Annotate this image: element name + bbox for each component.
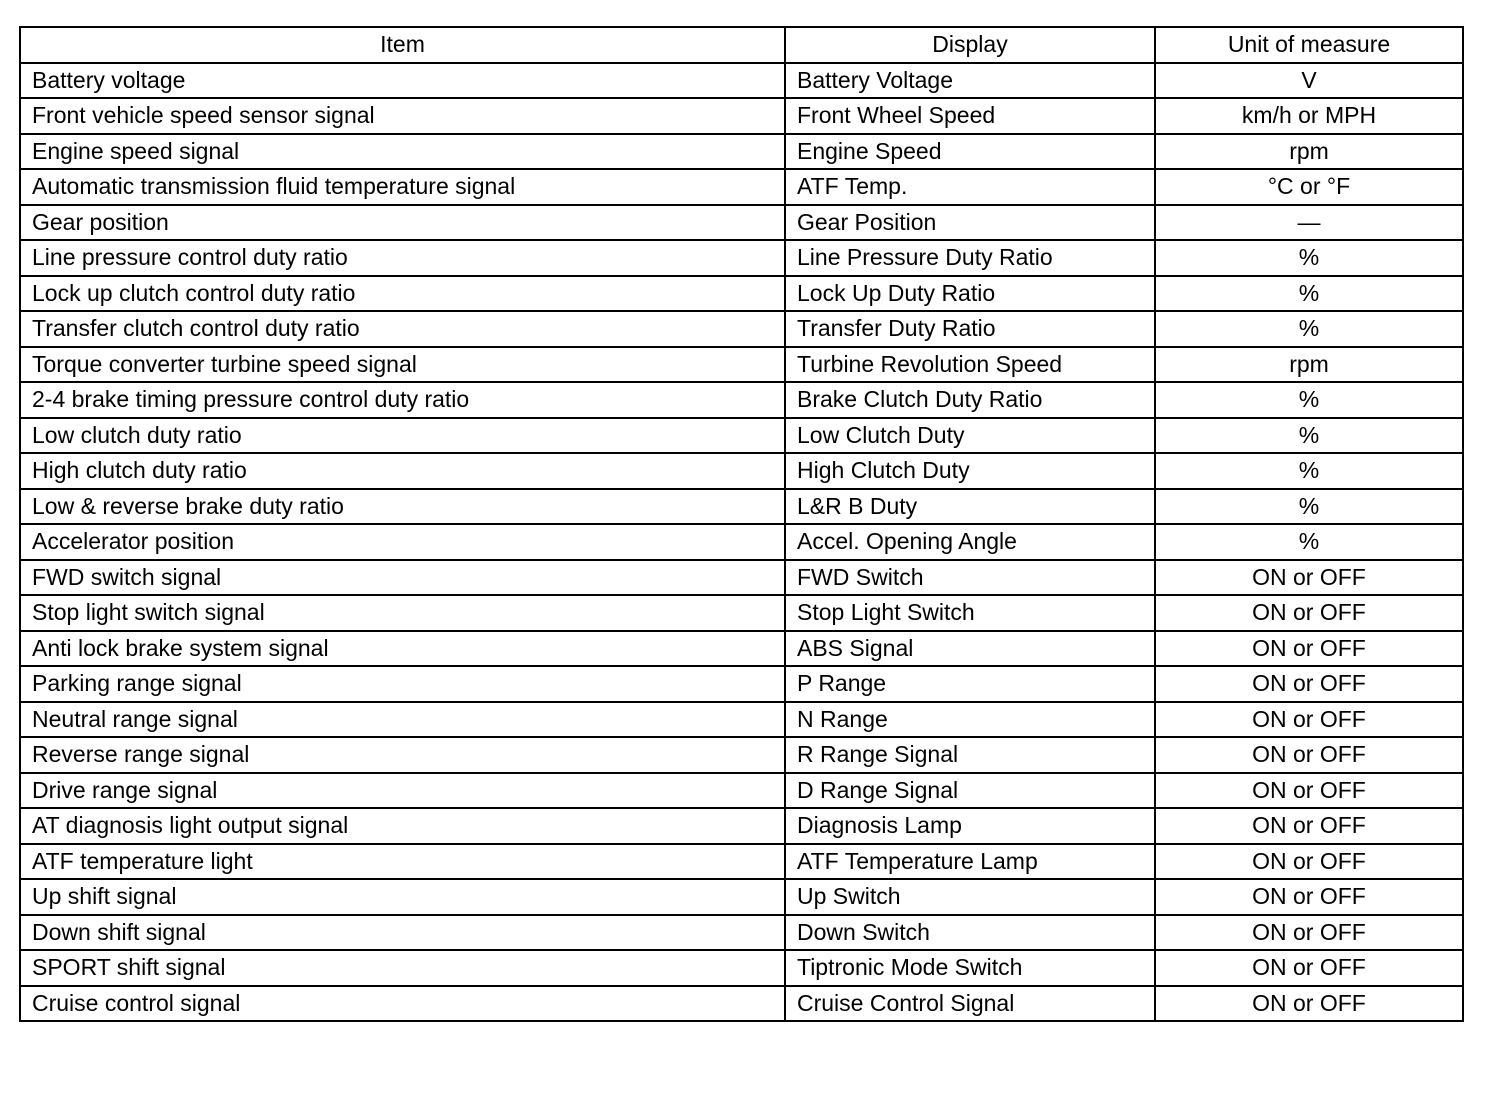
table-row	[20, 98, 1463, 134]
table-row	[20, 276, 1463, 312]
data-table-container	[19, 26, 1462, 1022]
item-cell: 2-4 brake timing pressure control duty ratio	[20, 382, 785, 418]
item-cell: Up shift signal	[20, 879, 785, 915]
display-cell: Accel. Opening Angle	[785, 524, 1155, 560]
unit-cell: rpm	[1155, 347, 1463, 383]
table-row	[20, 311, 1463, 347]
item-cell: Parking range signal	[20, 666, 785, 702]
header-unit: Unit of measure	[1155, 27, 1463, 63]
display-cell: Turbine Revolution Speed	[785, 347, 1155, 383]
display-cell: Diagnosis Lamp	[785, 808, 1155, 844]
unit-cell: rpm	[1155, 134, 1463, 170]
table-header-row	[20, 27, 1463, 63]
table-row	[20, 595, 1463, 631]
item-cell: Automatic transmission fluid temperature signal	[20, 169, 785, 205]
item-cell: High clutch duty ratio	[20, 453, 785, 489]
unit-cell: ON or OFF	[1155, 844, 1463, 880]
unit-cell: %	[1155, 382, 1463, 418]
item-cell: Front vehicle speed sensor signal	[20, 98, 785, 134]
unit-cell: ON or OFF	[1155, 737, 1463, 773]
table-row	[20, 418, 1463, 454]
unit-cell: ON or OFF	[1155, 595, 1463, 631]
item-cell: Anti lock brake system signal	[20, 631, 785, 667]
display-cell: P Range	[785, 666, 1155, 702]
display-cell: ATF Temp.	[785, 169, 1155, 205]
display-cell: Cruise Control Signal	[785, 986, 1155, 1022]
table-row	[20, 169, 1463, 205]
data-monitor-table	[19, 26, 1464, 1022]
display-cell: High Clutch Duty	[785, 453, 1155, 489]
item-cell: Torque converter turbine speed signal	[20, 347, 785, 383]
display-cell: Down Switch	[785, 915, 1155, 951]
unit-cell: ON or OFF	[1155, 702, 1463, 738]
table-row	[20, 773, 1463, 809]
unit-cell: %	[1155, 524, 1463, 560]
header-item: Item	[20, 27, 785, 63]
table-row	[20, 240, 1463, 276]
unit-cell: km/h or MPH	[1155, 98, 1463, 134]
unit-cell: ON or OFF	[1155, 986, 1463, 1022]
table-row	[20, 382, 1463, 418]
display-cell: Brake Clutch Duty Ratio	[785, 382, 1155, 418]
item-cell: Cruise control signal	[20, 986, 785, 1022]
table-row	[20, 808, 1463, 844]
item-cell: Transfer clutch control duty ratio	[20, 311, 785, 347]
display-cell: Gear Position	[785, 205, 1155, 241]
unit-cell: ON or OFF	[1155, 808, 1463, 844]
display-cell: N Range	[785, 702, 1155, 738]
item-cell: Low & reverse brake duty ratio	[20, 489, 785, 525]
item-cell: Accelerator position	[20, 524, 785, 560]
table-row	[20, 453, 1463, 489]
header-display: Display	[785, 27, 1155, 63]
display-cell: Tiptronic Mode Switch	[785, 950, 1155, 986]
display-cell: D Range Signal	[785, 773, 1155, 809]
table-row	[20, 134, 1463, 170]
unit-cell: %	[1155, 276, 1463, 312]
unit-cell: %	[1155, 240, 1463, 276]
item-cell: Down shift signal	[20, 915, 785, 951]
display-cell: Battery Voltage	[785, 63, 1155, 99]
unit-cell: °C or °F	[1155, 169, 1463, 205]
table-row	[20, 631, 1463, 667]
unit-cell: %	[1155, 453, 1463, 489]
display-cell: Line Pressure Duty Ratio	[785, 240, 1155, 276]
display-cell: Low Clutch Duty	[785, 418, 1155, 454]
item-cell: Stop light switch signal	[20, 595, 785, 631]
table-row	[20, 524, 1463, 560]
item-cell: Battery voltage	[20, 63, 785, 99]
unit-cell: V	[1155, 63, 1463, 99]
unit-cell: ON or OFF	[1155, 773, 1463, 809]
unit-cell: ON or OFF	[1155, 879, 1463, 915]
table-row	[20, 986, 1463, 1022]
unit-cell: ON or OFF	[1155, 915, 1463, 951]
unit-cell: %	[1155, 311, 1463, 347]
item-cell: AT diagnosis light output signal	[20, 808, 785, 844]
table-body	[20, 63, 1463, 1022]
display-cell: ABS Signal	[785, 631, 1155, 667]
unit-cell: ON or OFF	[1155, 666, 1463, 702]
display-cell: Front Wheel Speed	[785, 98, 1155, 134]
table-row	[20, 489, 1463, 525]
display-cell: Transfer Duty Ratio	[785, 311, 1155, 347]
item-cell: Reverse range signal	[20, 737, 785, 773]
table-row	[20, 737, 1463, 773]
item-cell: FWD switch signal	[20, 560, 785, 596]
item-cell: Neutral range signal	[20, 702, 785, 738]
table-row	[20, 63, 1463, 99]
table-row	[20, 844, 1463, 880]
display-cell: Up Switch	[785, 879, 1155, 915]
unit-cell: —	[1155, 205, 1463, 241]
unit-cell: %	[1155, 489, 1463, 525]
item-cell: Lock up clutch control duty ratio	[20, 276, 785, 312]
table-row	[20, 950, 1463, 986]
item-cell: Engine speed signal	[20, 134, 785, 170]
item-cell: SPORT shift signal	[20, 950, 785, 986]
table-row	[20, 347, 1463, 383]
display-cell: ATF Temperature Lamp	[785, 844, 1155, 880]
display-cell: L&R B Duty	[785, 489, 1155, 525]
display-cell: FWD Switch	[785, 560, 1155, 596]
display-cell: Engine Speed	[785, 134, 1155, 170]
table-row	[20, 879, 1463, 915]
item-cell: Drive range signal	[20, 773, 785, 809]
table-row	[20, 666, 1463, 702]
table-row	[20, 702, 1463, 738]
display-cell: Stop Light Switch	[785, 595, 1155, 631]
display-cell: Lock Up Duty Ratio	[785, 276, 1155, 312]
unit-cell: ON or OFF	[1155, 560, 1463, 596]
item-cell: Low clutch duty ratio	[20, 418, 785, 454]
table-row	[20, 560, 1463, 596]
item-cell: Line pressure control duty ratio	[20, 240, 785, 276]
unit-cell: ON or OFF	[1155, 950, 1463, 986]
unit-cell: ON or OFF	[1155, 631, 1463, 667]
table-row	[20, 205, 1463, 241]
table-row	[20, 915, 1463, 951]
display-cell: R Range Signal	[785, 737, 1155, 773]
unit-cell: %	[1155, 418, 1463, 454]
item-cell: Gear position	[20, 205, 785, 241]
item-cell: ATF temperature light	[20, 844, 785, 880]
